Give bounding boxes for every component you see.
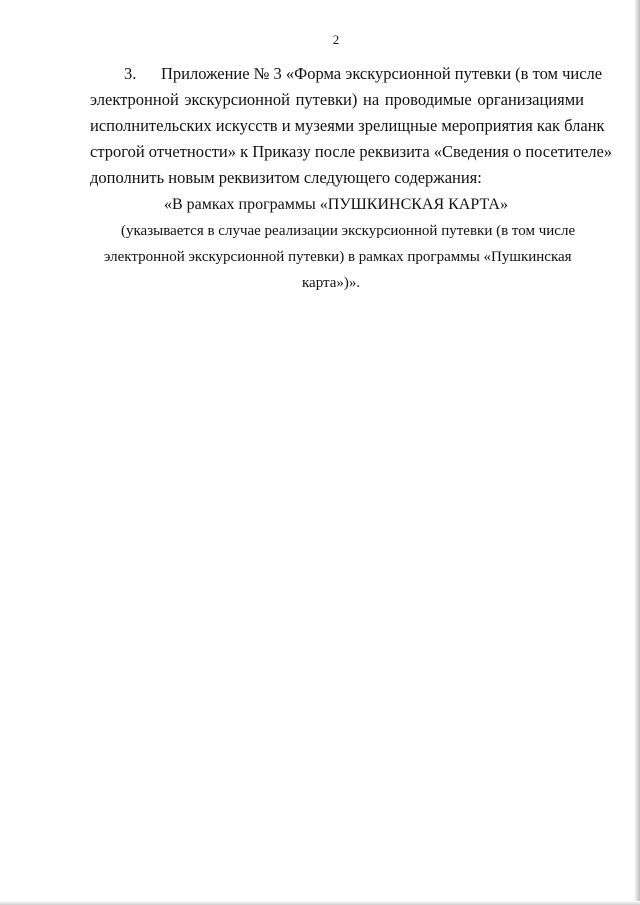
insert-note-line-2: электронной экскурсионной путевки) в рамках программы «Пушкинская [104, 249, 572, 265]
paragraph-line-1 [124, 64, 603, 84]
page-edge-shadow-right [634, 0, 640, 905]
insert-note-line-1: (указывается в случае реализации экскурсионной путевки (в том числе [121, 223, 576, 239]
paragraph-line-2: электронной экскурсионной путевки) на проводимые организациями [90, 90, 584, 109]
paragraph-line-1-text: Приложение № 3 «Форма экскурсионной путевки (в том числе [161, 64, 603, 83]
page-edge-shadow-bottom [0, 901, 640, 905]
insert-note-line-3: карта»)». [302, 275, 361, 291]
page-number: 2 [332, 32, 340, 47]
paragraph-line-3: исполнительских искусств и музеями зрелищные мероприятия как бланк [90, 116, 605, 135]
paragraph-line-5: дополнить новым реквизитом следующего содержания: [90, 168, 482, 187]
paragraph-number: 3. [124, 64, 137, 83]
paragraph-line-4: строгой отчетности» к Приказу после реквизита «Сведения о посетителе» [90, 142, 613, 161]
insert-heading: «В рамках программы «ПУШКИНСКАЯ КАРТА» [164, 196, 508, 213]
